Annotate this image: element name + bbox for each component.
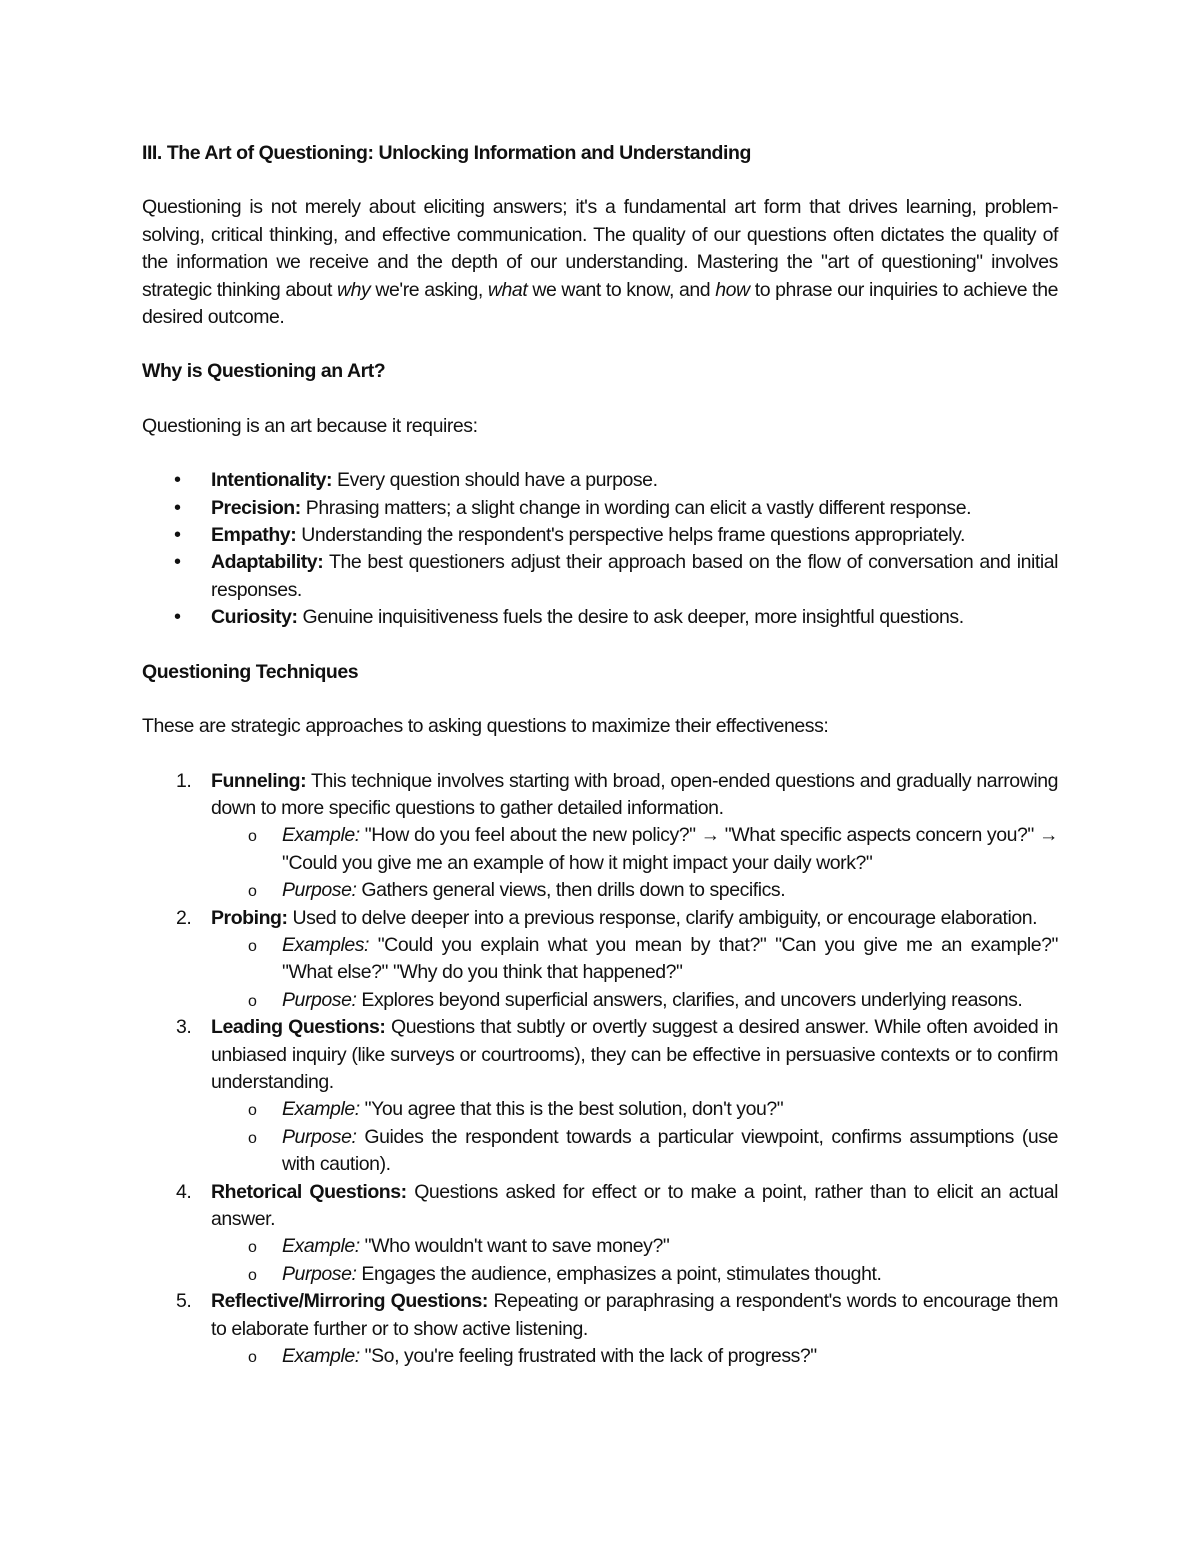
document-page	[142, 140, 1058, 1370]
intro-paragraph	[142, 194, 1058, 331]
sub-item-text: "You agree that this is the best solution, don't you?"	[359, 1098, 784, 1121]
sub-bullet-icon: o	[248, 1239, 257, 1257]
list-item-text: Understanding the respondent's perspective helps frame questions appropriately.	[296, 524, 965, 547]
techniques-list	[142, 768, 1058, 1371]
sub-item	[248, 1261, 1058, 1288]
list-item	[211, 522, 1058, 549]
section-title: III. The Art of Questioning: Unlocking Information and Understanding	[142, 142, 751, 164]
techniques-lead: These are strategic approaches to asking questions to maximize their effectiveness:	[142, 715, 829, 738]
sub-bullet-icon: o	[248, 1266, 257, 1284]
why-list	[142, 467, 1058, 631]
sub-bullet-icon: o	[248, 937, 257, 955]
sub-bullet-icon: o	[248, 1349, 257, 1367]
sub-item	[248, 822, 1058, 877]
technique-item	[176, 905, 1058, 1015]
sub-item-label: Purpose:	[282, 1262, 357, 1285]
techniques-heading: Questioning Techniques	[142, 660, 359, 683]
technique-term: Leading Questions:	[211, 1016, 386, 1039]
list-item-term: Curiosity:	[211, 606, 298, 629]
list-item-term: Adaptability:	[211, 551, 324, 574]
technique-term: Probing:	[211, 906, 288, 929]
list-item	[211, 467, 1058, 494]
sub-item	[248, 1233, 1058, 1260]
technique-text: Repeating or paraphrasing a respondent's words to encourage them to elaborate further or to show active listening.	[211, 1290, 1058, 1340]
technique-number: 4.	[176, 1180, 192, 1203]
list-item-term: Precision:	[211, 496, 301, 519]
sub-item-text: "Could you explain what you mean by that?" "Can you give me an example?" "What else?" "Why do you think that happened?"	[282, 933, 1058, 984]
sub-item-label: Example:	[282, 1345, 360, 1368]
technique-text: Questions that subtly or overtly suggest a desired answer. While often avoided in unbiased inquiry (like surveys or courtrooms), they can be effective in persuasive contexts or to confirm understanding.	[211, 1016, 1059, 1093]
technique-text: This technique involves starting with broad, open-ended questions and gradually narrowing down to more specific questions to gather detailed information.	[211, 769, 1058, 819]
technique-number: 2.	[176, 906, 192, 929]
technique-item	[176, 1014, 1059, 1178]
sub-item-text: Guides the respondent towards a particular viewpoint, confirms assumptions (use with caution).	[282, 1125, 1058, 1176]
intro-text-1: Questioning is not merely about eliciting answers; it's a fundamental art form that drives learning, problem-solving, critical thinking, and effective communication. The quality of our questions often dictates the quality of the information we receive and the depth of our understanding. Mastering the "art of questioning" involves strategic thinking about	[142, 196, 1058, 301]
list-item-text: Every question should have a purpose.	[332, 469, 658, 492]
intro-text-2: we're asking,	[370, 278, 488, 301]
sub-bullet-icon: o	[248, 883, 257, 901]
sub-item-label: Examples:	[282, 933, 369, 956]
technique-term: Rhetorical Questions:	[211, 1180, 407, 1203]
sub-item-label: Example:	[282, 1235, 360, 1258]
technique-item	[176, 1288, 1058, 1370]
why-heading: Why is Questioning an Art?	[142, 360, 386, 383]
list-item-term: Empathy:	[211, 524, 297, 547]
sub-bullet-icon: o	[248, 992, 257, 1010]
intro-emphasis-what: what	[487, 278, 528, 301]
list-item	[211, 495, 1058, 522]
sub-item	[248, 1096, 1058, 1123]
list-item-text: Phrasing matters; a slight change in wording can elicit a vastly different response.	[300, 496, 972, 519]
sub-item-text: "So, you're feeling frustrated with the lack of progress?"	[359, 1345, 817, 1368]
sub-bullet-icon: o	[248, 1102, 257, 1120]
intro-text-4: to phrase our inquiries to achieve the desired outcome.	[142, 278, 1058, 329]
list-item	[211, 549, 1058, 604]
technique-number: 1.	[176, 769, 192, 792]
list-item	[211, 604, 1058, 631]
sub-item	[248, 1343, 1058, 1370]
sub-item-label: Purpose:	[282, 879, 357, 902]
sub-item	[248, 932, 1058, 987]
sub-item-text: Gathers general views, then drills down to specifics.	[356, 879, 786, 902]
intro-text-3: we want to know, and	[527, 278, 716, 301]
why-lead: Questioning is an art because it requires:	[142, 414, 478, 437]
sub-item-text: Explores beyond superficial answers, clarifies, and uncovers underlying reasons.	[356, 988, 1023, 1011]
sub-item	[248, 877, 1058, 904]
technique-item	[176, 1179, 1058, 1289]
sub-item	[248, 987, 1058, 1014]
sub-item-text: "Who wouldn't want to save money?"	[359, 1235, 670, 1258]
technique-term: Funneling:	[211, 769, 307, 792]
technique-sublist	[211, 932, 1058, 1014]
technique-text: Used to delve deeper into a previous response, clarify ambiguity, or encourage elaboration.	[287, 906, 1038, 929]
technique-sublist	[211, 1233, 1058, 1288]
technique-sublist	[211, 1096, 1058, 1178]
intro-emphasis-how: how	[715, 278, 750, 301]
sub-item-label: Example:	[282, 824, 360, 847]
sub-item	[248, 1124, 1058, 1179]
sub-bullet-icon: o	[248, 1129, 257, 1147]
sub-bullet-icon: o	[248, 828, 257, 846]
technique-number: 5.	[176, 1290, 192, 1313]
technique-number: 3.	[176, 1016, 192, 1039]
list-item-text: The best questioners adjust their approach based on the flow of conversation and initial responses.	[211, 551, 1058, 601]
technique-item	[176, 768, 1058, 905]
sub-item-label: Example:	[282, 1098, 360, 1121]
sub-item-label: Purpose:	[282, 1125, 357, 1148]
technique-sublist	[211, 1343, 1058, 1370]
technique-sublist	[211, 822, 1058, 904]
sub-item-text: "How do you feel about the new policy?" → "What specific aspects concern you?" → "Could you give me an example of how it might impact your daily work?"	[282, 824, 1058, 874]
technique-term: Reflective/Mirroring Questions:	[211, 1290, 488, 1313]
sub-item-label: Purpose:	[282, 988, 357, 1011]
intro-emphasis-why: why	[337, 278, 371, 301]
technique-text: Questions asked for effect or to make a point, rather than to elicit an actual answer.	[211, 1180, 1058, 1230]
list-item-term: Intentionality:	[211, 469, 333, 492]
sub-item-text: Engages the audience, emphasizes a point, stimulates thought.	[356, 1262, 882, 1285]
list-item-text: Genuine inquisitiveness fuels the desire to ask deeper, more insightful questions.	[297, 606, 964, 629]
